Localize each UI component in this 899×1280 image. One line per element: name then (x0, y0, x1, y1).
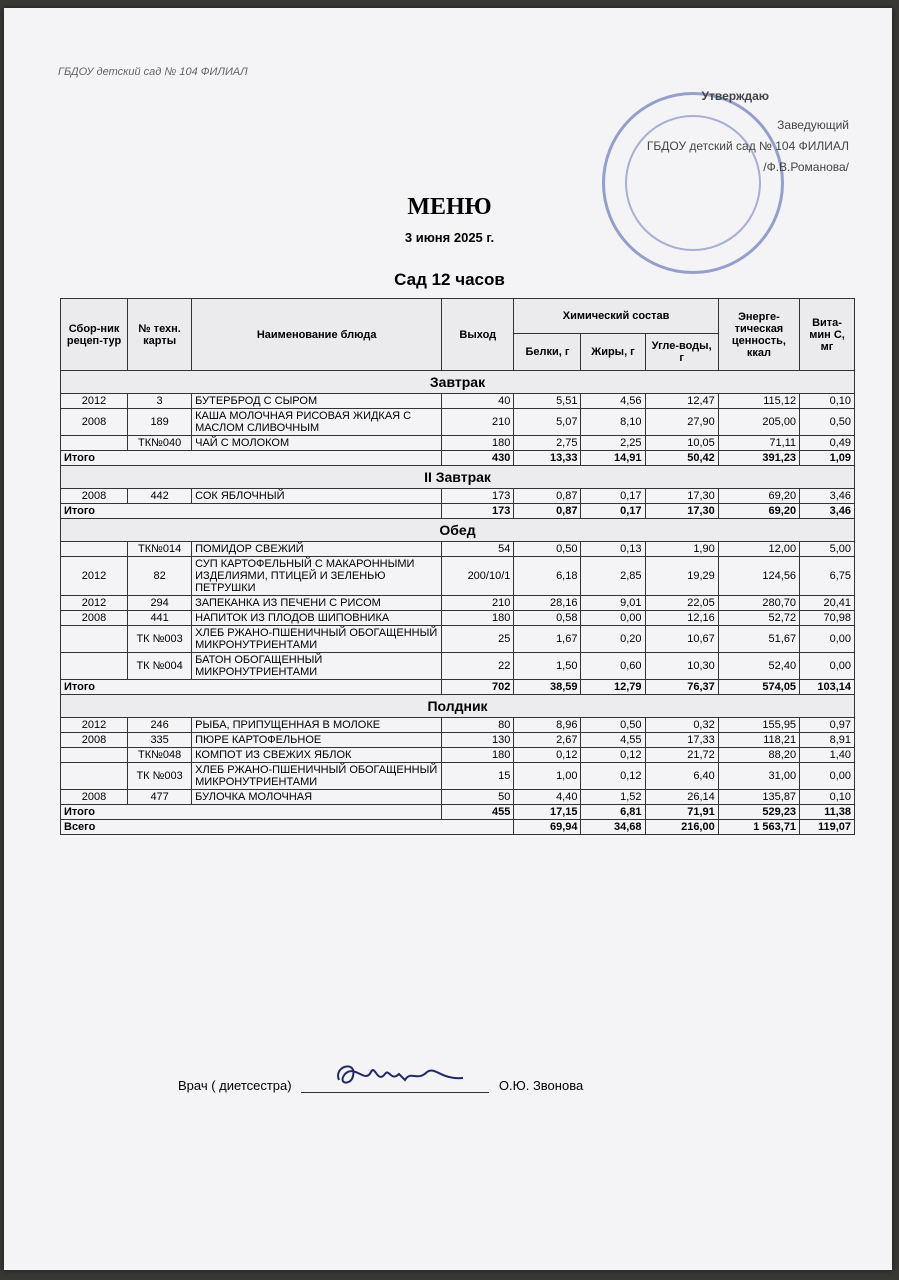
cell-output: 130 (442, 733, 514, 748)
cell-energy: 155,95 (718, 718, 799, 733)
approval-block (569, 86, 849, 178)
cell-protein: 69,94 (514, 820, 581, 835)
cell-output: 173 (442, 504, 514, 519)
section-header-row (61, 371, 855, 394)
table-row (61, 557, 855, 596)
cell-energy: 115,12 (718, 394, 799, 409)
cell-collection (61, 748, 128, 763)
cell-energy: 391,23 (718, 451, 799, 466)
cell-vitamin: 0,50 (800, 409, 855, 436)
cell-card: 246 (128, 718, 192, 733)
cell-card: 189 (128, 409, 192, 436)
cell-output: 180 (442, 748, 514, 763)
cell-dish: НАПИТОК ИЗ ПЛОДОВ ШИПОВНИКА (192, 611, 442, 626)
cell-vitamin: 103,14 (800, 680, 855, 695)
cell-fat: 0,00 (581, 611, 645, 626)
table-row (61, 409, 855, 436)
cell-vitamin: 1,40 (800, 748, 855, 763)
table-row (61, 626, 855, 653)
table-row (61, 790, 855, 805)
cell-fat: 4,56 (581, 394, 645, 409)
cell-carbs: 26,14 (645, 790, 718, 805)
cell-carbs: 71,91 (645, 805, 718, 820)
cell-dish: БУТЕРБРОД С СЫРОМ (192, 394, 442, 409)
section-header-row (61, 519, 855, 542)
cell-carbs: 17,30 (645, 489, 718, 504)
cell-fat: 34,68 (581, 820, 645, 835)
cell-output: 702 (442, 680, 514, 695)
cell-dish: РЫБА, ПРИПУЩЕННАЯ В МОЛОКЕ (192, 718, 442, 733)
cell-dish: БУЛОЧКА МОЛОЧНАЯ (192, 790, 442, 805)
cell-output: 180 (442, 611, 514, 626)
total-label: Итого (61, 504, 442, 519)
total-row (61, 680, 855, 695)
cell-collection: 2008 (61, 733, 128, 748)
col-dish: Наименование блюда (192, 299, 442, 371)
cell-collection: 2008 (61, 611, 128, 626)
cell-carbs: 22,05 (645, 596, 718, 611)
cell-carbs: 12,47 (645, 394, 718, 409)
cell-vitamin: 0,00 (800, 763, 855, 790)
cell-card: 477 (128, 790, 192, 805)
menu-table (60, 298, 855, 835)
cell-dish: ХЛЕБ РЖАНО-ПШЕНИЧНЫЙ ОБОГАЩЕННЫЙ МИКРОНУТРИЕНТАМИ (192, 626, 442, 653)
cell-card: ТК№040 (128, 436, 192, 451)
cell-fat: 0,13 (581, 542, 645, 557)
cell-carbs: 12,16 (645, 611, 718, 626)
cell-protein: 2,75 (514, 436, 581, 451)
table-row (61, 394, 855, 409)
cell-output: 210 (442, 409, 514, 436)
cell-energy: 205,00 (718, 409, 799, 436)
cell-collection (61, 763, 128, 790)
cell-protein: 0,87 (514, 504, 581, 519)
col-collection: Сбор-ник рецеп-тур (61, 299, 128, 371)
cell-collection: 2008 (61, 489, 128, 504)
cell-carbs: 76,37 (645, 680, 718, 695)
col-chem: Химический состав (514, 299, 718, 334)
cell-protein: 28,16 (514, 596, 581, 611)
cell-vitamin: 70,98 (800, 611, 855, 626)
cell-fat: 9,01 (581, 596, 645, 611)
cell-vitamin: 3,46 (800, 504, 855, 519)
cell-protein: 0,87 (514, 489, 581, 504)
total-label: Итого (61, 451, 442, 466)
approve-org: ГБДОУ детский сад № 104 ФИЛИАЛ (646, 139, 849, 153)
section-header-row (61, 695, 855, 718)
cell-dish: ЗАПЕКАНКА ИЗ ПЕЧЕНИ С РИСОМ (192, 596, 442, 611)
cell-vitamin: 0,10 (800, 790, 855, 805)
table-row (61, 763, 855, 790)
col-protein: Белки, г (514, 334, 581, 371)
cell-vitamin: 8,91 (800, 733, 855, 748)
cell-output: 430 (442, 451, 514, 466)
cell-output: 173 (442, 489, 514, 504)
total-label: Итого (61, 680, 442, 695)
col-card: № техн. карты (128, 299, 192, 371)
signature-field (301, 1078, 489, 1093)
total-row (61, 451, 855, 466)
cell-fat: 0,20 (581, 626, 645, 653)
cell-collection (61, 626, 128, 653)
table-row (61, 718, 855, 733)
col-carbs: Угле-воды, г (645, 334, 718, 371)
cell-output: 50 (442, 790, 514, 805)
cell-vitamin: 3,46 (800, 489, 855, 504)
cell-collection: 2012 (61, 596, 128, 611)
signature-line (178, 1078, 583, 1093)
cell-energy: 51,67 (718, 626, 799, 653)
cell-energy: 1 563,71 (718, 820, 799, 835)
cell-energy: 71,11 (718, 436, 799, 451)
cell-vitamin: 0,10 (800, 394, 855, 409)
cell-vitamin: 1,09 (800, 451, 855, 466)
cell-card: 442 (128, 489, 192, 504)
cell-energy: 574,05 (718, 680, 799, 695)
cell-collection: 2008 (61, 790, 128, 805)
cell-output: 200/10/1 (442, 557, 514, 596)
cell-energy: 529,23 (718, 805, 799, 820)
cell-fat: 0,50 (581, 718, 645, 733)
cell-card: ТК№014 (128, 542, 192, 557)
cell-collection: 2012 (61, 718, 128, 733)
cell-vitamin: 6,75 (800, 557, 855, 596)
table-row (61, 489, 855, 504)
cell-card: 3 (128, 394, 192, 409)
cell-fat: 0,12 (581, 748, 645, 763)
cell-energy: 118,21 (718, 733, 799, 748)
approve-word: Утверждаю (701, 89, 769, 103)
cell-energy: 52,40 (718, 653, 799, 680)
cell-carbs: 0,32 (645, 718, 718, 733)
cell-energy: 88,20 (718, 748, 799, 763)
cell-dish: БАТОН ОБОГАЩЕННЫЙ МИКРОНУТРИЕНТАМИ (192, 653, 442, 680)
cell-dish: КАША МОЛОЧНАЯ РИСОВАЯ ЖИДКАЯ С МАСЛОМ СЛИВОЧНЫМ (192, 409, 442, 436)
table-row (61, 596, 855, 611)
cell-fat: 1,52 (581, 790, 645, 805)
cell-collection: 2012 (61, 557, 128, 596)
table-row (61, 542, 855, 557)
cell-vitamin: 0,97 (800, 718, 855, 733)
cell-protein: 2,67 (514, 733, 581, 748)
cell-fat: 8,10 (581, 409, 645, 436)
cell-output: 54 (442, 542, 514, 557)
section-title: II Завтрак (61, 466, 855, 489)
cell-carbs: 10,05 (645, 436, 718, 451)
cell-output: 22 (442, 653, 514, 680)
cell-carbs: 216,00 (645, 820, 718, 835)
cell-protein: 4,40 (514, 790, 581, 805)
col-fat: Жиры, г (581, 334, 645, 371)
cell-carbs: 1,90 (645, 542, 718, 557)
cell-vitamin: 20,41 (800, 596, 855, 611)
grand-total-label: Всего (61, 820, 514, 835)
cell-output: 40 (442, 394, 514, 409)
cell-carbs: 17,33 (645, 733, 718, 748)
cell-protein: 38,59 (514, 680, 581, 695)
cell-protein: 0,12 (514, 748, 581, 763)
cell-card: 82 (128, 557, 192, 596)
cell-carbs: 17,30 (645, 504, 718, 519)
cell-carbs: 50,42 (645, 451, 718, 466)
cell-protein: 1,00 (514, 763, 581, 790)
cell-protein: 0,50 (514, 542, 581, 557)
cell-fat: 0,17 (581, 489, 645, 504)
cell-fat: 0,12 (581, 763, 645, 790)
cell-card: 335 (128, 733, 192, 748)
cell-energy: 280,70 (718, 596, 799, 611)
cell-card: ТК№048 (128, 748, 192, 763)
cell-carbs: 21,72 (645, 748, 718, 763)
cell-vitamin: 0,00 (800, 653, 855, 680)
cell-vitamin: 5,00 (800, 542, 855, 557)
group-title: Сад 12 часов (394, 270, 505, 289)
cell-protein: 5,51 (514, 394, 581, 409)
cell-protein: 13,33 (514, 451, 581, 466)
cell-card: 294 (128, 596, 192, 611)
cell-energy: 124,56 (718, 557, 799, 596)
organization-header: ГБДОУ детский сад № 104 ФИЛИАЛ (58, 66, 248, 78)
cell-dish: СУП КАРТОФЕЛЬНЫЙ С МАКАРОННЫМИ ИЗДЕЛИЯМИ, ПТИЦЕЙ И ЗЕЛЕНЬЮ ПЕТРУШКИ (192, 557, 442, 596)
cell-protein: 5,07 (514, 409, 581, 436)
cell-output: 25 (442, 626, 514, 653)
cell-collection (61, 653, 128, 680)
cell-protein: 8,96 (514, 718, 581, 733)
cell-fat: 0,60 (581, 653, 645, 680)
cell-energy: 69,20 (718, 504, 799, 519)
cell-fat: 2,85 (581, 557, 645, 596)
cell-carbs: 6,40 (645, 763, 718, 790)
table-row (61, 733, 855, 748)
cell-dish: ПЮРЕ КАРТОФЕЛЬНОЕ (192, 733, 442, 748)
cell-carbs: 10,67 (645, 626, 718, 653)
page-title: МЕНЮ (407, 194, 492, 220)
cell-dish: ХЛЕБ РЖАНО-ПШЕНИЧНЫЙ ОБОГАЩЕННЫЙ МИКРОНУТРИЕНТАМИ (192, 763, 442, 790)
cell-protein: 17,15 (514, 805, 581, 820)
section-title: Обед (61, 519, 855, 542)
cell-card: 441 (128, 611, 192, 626)
cell-protein: 1,67 (514, 626, 581, 653)
cell-protein: 6,18 (514, 557, 581, 596)
cell-collection (61, 436, 128, 451)
section-title: Завтрак (61, 371, 855, 394)
cell-vitamin: 0,49 (800, 436, 855, 451)
cell-card: ТК №003 (128, 763, 192, 790)
section-header-row (61, 466, 855, 489)
cell-fat: 14,91 (581, 451, 645, 466)
cell-vitamin: 119,07 (800, 820, 855, 835)
cell-protein: 1,50 (514, 653, 581, 680)
table-row (61, 611, 855, 626)
cell-fat: 2,25 (581, 436, 645, 451)
cell-output: 15 (442, 763, 514, 790)
total-row (61, 805, 855, 820)
signature-name: О.Ю. Звонова (498, 1078, 584, 1093)
cell-collection: 2008 (61, 409, 128, 436)
cell-energy: 12,00 (718, 542, 799, 557)
cell-dish: ЧАЙ С МОЛОКОМ (192, 436, 442, 451)
cell-dish: СОК ЯБЛОЧНЫЙ (192, 489, 442, 504)
grand-total-row (61, 820, 855, 835)
cell-output: 210 (442, 596, 514, 611)
cell-energy: 69,20 (718, 489, 799, 504)
approve-name: /Ф.В.Романова/ (763, 160, 849, 174)
cell-energy: 135,87 (718, 790, 799, 805)
cell-dish: КОМПОТ ИЗ СВЕЖИХ ЯБЛОК (192, 748, 442, 763)
cell-fat: 12,79 (581, 680, 645, 695)
total-label: Итого (61, 805, 442, 820)
cell-card: ТК №003 (128, 626, 192, 653)
menu-table-body (61, 371, 855, 835)
cell-vitamin: 11,38 (800, 805, 855, 820)
cell-carbs: 27,90 (645, 409, 718, 436)
cell-output: 80 (442, 718, 514, 733)
cell-dish: ПОМИДОР СВЕЖИЙ (192, 542, 442, 557)
cell-fat: 0,17 (581, 504, 645, 519)
col-output: Выход (442, 299, 514, 371)
cell-collection (61, 542, 128, 557)
cell-vitamin: 0,00 (800, 626, 855, 653)
approve-role: Заведующий (777, 118, 849, 132)
cell-energy: 52,72 (718, 611, 799, 626)
table-row (61, 436, 855, 451)
cell-collection: 2012 (61, 394, 128, 409)
signature-role: Врач ( диетсестра) (178, 1078, 292, 1093)
cell-energy: 31,00 (718, 763, 799, 790)
menu-date: 3 июня 2025 г. (404, 230, 495, 245)
table-row (61, 748, 855, 763)
cell-output: 455 (442, 805, 514, 820)
cell-carbs: 19,29 (645, 557, 718, 596)
cell-card: ТК №004 (128, 653, 192, 680)
cell-carbs: 10,30 (645, 653, 718, 680)
cell-fat: 6,81 (581, 805, 645, 820)
col-energy: Энерге-тическая ценность, ккал (718, 299, 799, 371)
cell-fat: 4,55 (581, 733, 645, 748)
table-row (61, 653, 855, 680)
total-row (61, 504, 855, 519)
section-title: Полдник (61, 695, 855, 718)
handwritten-signature-icon (331, 1058, 471, 1092)
col-vitamin: Вита-мин С, мг (800, 299, 855, 371)
cell-output: 180 (442, 436, 514, 451)
cell-protein: 0,58 (514, 611, 581, 626)
